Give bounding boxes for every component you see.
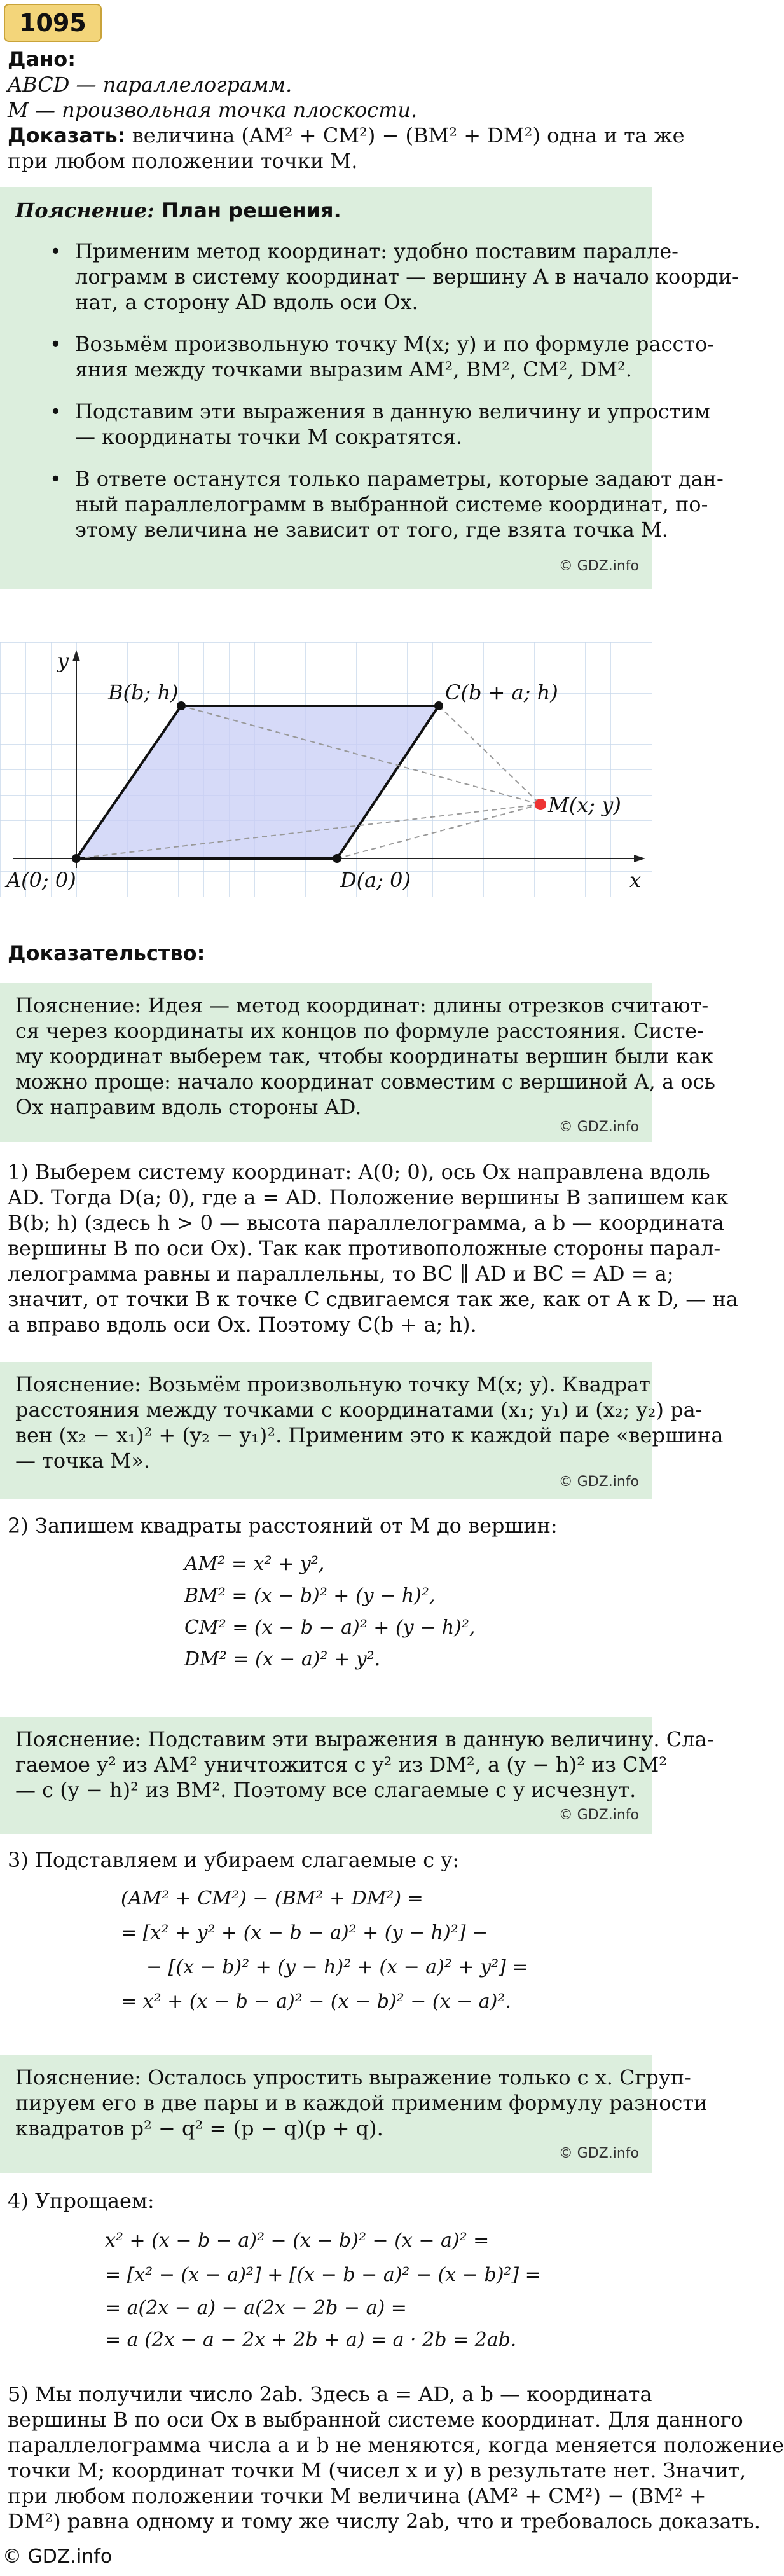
formula3-line-4: = x² + (x − b − a)² − (x − b)² − (x − a)². — [121, 1990, 511, 2013]
plan-bullet-2-line-2: яния между точками выразим AM², BM², CM², DM². — [75, 357, 632, 382]
given-label: Дано: — [8, 47, 76, 71]
formula4-line-1: x² + (x − b − a)² − (x − b)² − (x − a)² = — [105, 2229, 490, 2252]
plan-bullet-4-line-2: ный параллелограмм в выбранной системе координат, по- — [75, 492, 708, 516]
formula-am: AM² = x² + y², — [184, 1553, 325, 1575]
expl1-line-4: можно проще: начало координат совместим с вершиной A, а ось — [15, 1070, 715, 1094]
gdz-mark: © GDZ.info — [558, 1119, 639, 1135]
gdz-mark: © GDZ.info — [558, 2146, 639, 2161]
plan-box — [0, 187, 739, 589]
gdz-mark: © GDZ.info — [558, 558, 639, 574]
formula4-line-4: = a (2x − a − 2x + 2b + a) = a · 2b = 2ab. — [105, 2329, 517, 2351]
formula3-line-1: (AM² + CM²) − (BM² + DM²) = — [121, 1887, 423, 1910]
plan-bullet-3-line-2: — координаты точки M сократятся. — [75, 425, 463, 449]
plan-bullet-3-line-1: Подставим эти выражения в данную величину и упростим — [75, 399, 710, 424]
expl1-line-3: му координат выберем так, чтобы координаты вершин были как — [15, 1044, 713, 1068]
explanation-box-4 — [0, 2055, 708, 2173]
expl2-line-2: расстояния между точками с координатами (x₁; y₁) и (x₂; y₂) ра- — [15, 1398, 703, 1422]
label-d: D(a; 0) — [340, 868, 411, 892]
plan-bullet-1-line-2: лограмм в систему координат — вершину A в начало коорди- — [75, 265, 739, 289]
plan-bullet-1-line-3: нат, а сторону AD вдоль оси Ox. — [75, 290, 418, 314]
gdz-mark: © GDZ.info — [558, 1807, 639, 1823]
explanation-box-3 — [0, 1717, 714, 1834]
step5-line-2: вершины B по оси Ox в выбранной системе координат. Для данного — [8, 2407, 743, 2432]
expl3-line-2: гаемое y² из AM² уничтожится с y² из DM², а (y − h)² из CM² — [15, 1753, 668, 1777]
x-axis-label: x — [629, 868, 642, 892]
expl3-line-1: Пояснение: Подставим эти выражения в данную величину. Сла- — [15, 1727, 714, 1751]
expl2-line-1: Пояснение: Возьмём произвольную точку M(x; y). Квадрат — [15, 1372, 650, 1396]
label-a: A(0; 0) — [6, 868, 76, 892]
point-c — [434, 701, 443, 710]
formula4-line-2: = [x² − (x − a)²] + [(x − b − a)² − (x − b)²] = — [105, 2264, 541, 2286]
parallelogram-diagram — [0, 642, 652, 897]
step1-line-5: лелограмма равны и параллельны, то BC ∥ AD и BC = AD = a; — [8, 1262, 674, 1286]
step5-line-3: параллелограмма числа a и b не меняются, когда меняется положение — [8, 2433, 784, 2457]
step1-line-3: B(b; h) (здесь h > 0 — высота параллелограмма, а b — координата — [8, 1211, 724, 1235]
step4-text: 4) Упрощаем: — [8, 2189, 155, 2213]
plan-bullet-4-line-1: В ответе останутся только параметры, которые задают дан- — [75, 467, 724, 491]
bullet-dot: • — [50, 332, 62, 356]
step1-line-7: a вправо вдоль оси Ox. Поэтому C(b + a; h). — [8, 1312, 477, 1337]
point-a — [72, 854, 81, 863]
step1-line-2: AD. Тогда D(a; 0), где a = AD. Положение вершины B запишем как — [8, 1185, 729, 1209]
plan-title: План решения. — [154, 198, 341, 223]
label-b: B(b; h) — [108, 680, 179, 705]
footer-gdz: © GDZ.info — [3, 2545, 113, 2568]
expl2-line-4: — точка M». — [15, 1449, 151, 1473]
step1-line-6: значит, от точки B к точке C сдвигаемся так же, как от A к D, — на — [8, 1287, 738, 1311]
formula3-line-2: = [x² + y² + (x − b − a)² + (y − h)²] − — [121, 1922, 488, 1944]
bullet-dot: • — [50, 239, 62, 263]
bullet-dot: • — [50, 467, 62, 491]
expl3-line-3: — с (y − h)² из BM². Поэтому все слагаемые с y исчезнут. — [15, 1778, 636, 1802]
problem-number-badge: 1095 — [4, 4, 102, 42]
step5-line-5: при любом положении точки M величина (AM² + CM²) − (BM² + — [8, 2484, 706, 2508]
expl1-line-2: ся через координаты их концов по формуле расстояния. Систе- — [15, 1019, 705, 1043]
plan-bullet-4-line-3: этому величина не зависит от того, где взята точка M. — [75, 518, 668, 542]
prove-line-2: при любом положении точки M. — [8, 149, 358, 173]
expl4-line-3: квадратов p² − q² = (p − q)(p + q). — [15, 2116, 383, 2140]
step5-line-4: точки M; координат точки M (чисел x и y) в результате нет. Значит, — [8, 2458, 746, 2483]
bullet-dot: • — [50, 399, 62, 424]
expl4-line-2: пируем его в две пары и в каждой применим формулу разности — [15, 2091, 708, 2115]
plan-heading — [15, 197, 341, 224]
expl4-line-1: Пояснение: Осталось упростить выражение только с x. Сгруп- — [15, 2065, 691, 2090]
prove-label: Доказать: — [8, 123, 126, 148]
formula-dm: DM² = (x − a)² + y². — [184, 1648, 381, 1670]
expl2-line-3: вен (x₂ − x₁)² + (y₂ − y₁)². Применим это к каждой паре «вершина — [15, 1423, 724, 1447]
y-axis-label: y — [57, 649, 69, 673]
expl1-line-5: Ox направим вдоль стороны AD. — [15, 1095, 362, 1119]
label-c: C(b + a; h) — [445, 680, 558, 705]
step1-line-1: 1) Выберем систему координат: A(0; 0), ось Ox направлена вдоль — [8, 1160, 710, 1184]
prove-text-1: величина (AM² + CM²) − (BM² + DM²) одна и та же — [125, 123, 685, 148]
proof-title: Доказательство: — [8, 941, 205, 965]
formula-cm: CM² = (x − b − a)² + (y − h)², — [184, 1616, 476, 1639]
prove-line-1 — [8, 122, 685, 149]
plan-bullet-1-line-1: Применим метод координат: удобно поставим паралле- — [75, 239, 678, 263]
step3-text: 3) Подставляем и убираем слагаемые с y: — [8, 1848, 460, 1872]
explanation-box-2 — [0, 1362, 724, 1499]
formula4-line-3: = a(2x − a) − a(2x − 2b − a) = — [105, 2297, 407, 2319]
step1-line-4: вершины B по оси Ox). Так как противоположные стороны парал- — [8, 1236, 721, 1260]
step2-text: 2) Запишем квадраты расстояний от M до вершин: — [8, 1513, 558, 1538]
given-line-1: ABCD — параллелограмм. — [8, 72, 292, 97]
explanation-box-1 — [0, 983, 715, 1142]
given-line-2: M — произвольная точка плоскости. — [8, 98, 418, 122]
point-d — [333, 854, 341, 863]
gdz-mark: © GDZ.info — [558, 1474, 639, 1490]
formula3-line-3: − [(x − b)² + (y − h)² + (x − a)² + y²] = — [146, 1956, 528, 1978]
label-m: M(x; y) — [548, 793, 621, 817]
plan-label: Пояснение: — [15, 198, 155, 223]
step5-line-6: DM²) равна одному и тому же числу 2ab, что и требовалось доказать. — [8, 2509, 760, 2533]
point-m — [535, 799, 546, 810]
plan-bullet-2-line-1: Возьмём произвольную точку M(x; y) и по формуле рассто- — [75, 332, 715, 356]
formula-bm: BM² = (x − b)² + (y − h)², — [184, 1585, 436, 1607]
step5-line-1: 5) Мы получили число 2ab. Здесь a = AD, а b — координата — [8, 2382, 652, 2406]
expl1-line-1: Пояснение: Идея — метод координат: длины отрезков считают- — [15, 993, 709, 1017]
